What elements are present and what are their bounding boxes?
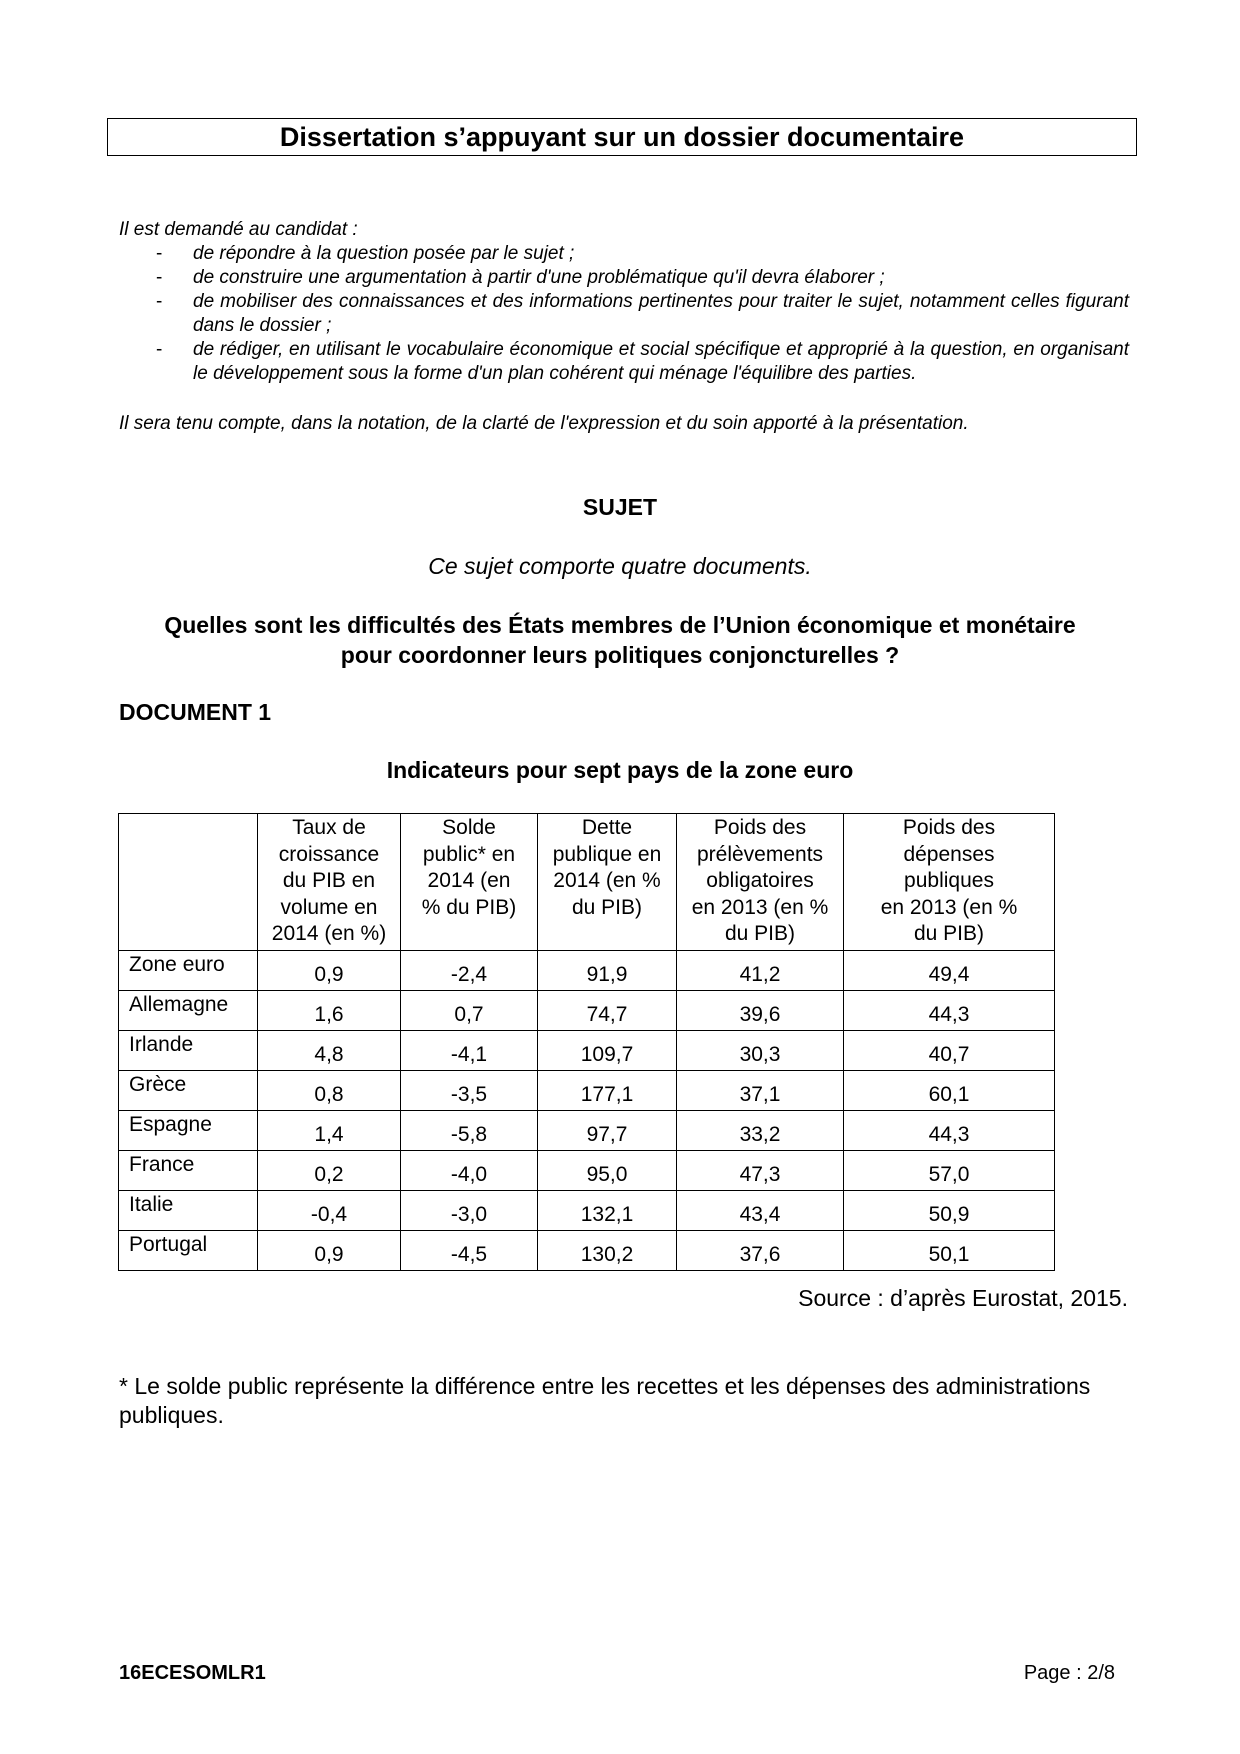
value-cell: -4,0	[401, 1150, 538, 1190]
table-row	[119, 1190, 1055, 1230]
header-cell-growth	[258, 814, 401, 951]
instruction-text: de mobiliser des connaissances et des informations pertinentes pour traiter le sujet, notamment celles figurant dans le dossier ;	[193, 291, 1129, 336]
value-cell: -5,8	[401, 1110, 538, 1150]
value-cell: 109,7	[538, 1030, 677, 1070]
table-source: Source : d’après Eurostat, 2015.	[798, 1285, 1128, 1311]
sujet-subtitle: Ce sujet comporte quatre documents.	[428, 553, 812, 579]
value-cell: 40,7	[844, 1030, 1055, 1070]
country-cell: Irlande	[119, 1030, 258, 1070]
header-line: % du PIB)	[421, 895, 517, 919]
country-cell: Zone euro	[119, 950, 258, 990]
value-cell: 37,6	[677, 1230, 844, 1270]
value-cell: 95,0	[538, 1150, 677, 1190]
value-cell: 132,1	[538, 1190, 677, 1230]
value-cell: 44,3	[844, 990, 1055, 1030]
header-line: en 2013 (en %	[880, 895, 1018, 919]
header-line: du PIB)	[913, 922, 985, 945]
value-cell: 49,4	[844, 950, 1055, 990]
value-cell: -3,5	[401, 1070, 538, 1110]
value-cell: 44,3	[844, 1110, 1055, 1150]
value-cell: 41,2	[677, 950, 844, 990]
header-line: du PIB)	[571, 895, 643, 919]
value-cell: 1,6	[258, 990, 401, 1030]
country-cell: France	[119, 1150, 258, 1190]
grading-note: Il sera tenu compte, dans la notation, de la clarté de l'expression et du soin apporté à la présentation.	[119, 413, 969, 434]
table-footnote: * Le solde public représente la différence entre les recettes et les dépenses des administrations publiques.	[119, 1373, 1091, 1428]
question-line-2: pour coordonner leurs politiques conjoncturelles ?	[340, 642, 900, 668]
sujet-heading: SUJET	[582, 494, 658, 520]
value-cell: 43,4	[677, 1190, 844, 1230]
header-cell-public-balance	[401, 814, 538, 951]
table-header-row	[119, 814, 1055, 951]
value-cell: 0,9	[258, 950, 401, 990]
header-line: 2014 (en %	[553, 869, 661, 892]
value-cell: 4,8	[258, 1030, 401, 1070]
value-cell: -4,5	[401, 1230, 538, 1270]
document-label: DOCUMENT 1	[119, 699, 272, 725]
header-line: Poids des	[902, 816, 996, 839]
header-line: prélèvements	[696, 842, 824, 866]
value-cell: 47,3	[677, 1150, 844, 1190]
dash-bullet: -	[156, 243, 163, 264]
table-row	[119, 990, 1055, 1030]
country-cell: Allemagne	[119, 990, 258, 1030]
value-cell: -3,0	[401, 1190, 538, 1230]
instruction-item	[119, 242, 1129, 266]
value-cell: 57,0	[844, 1150, 1055, 1190]
value-cell: -4,1	[401, 1030, 538, 1070]
value-cell: 74,7	[538, 990, 677, 1030]
value-cell: 33,2	[677, 1110, 844, 1150]
value-cell: 0,9	[258, 1230, 401, 1270]
header-line: Solde	[442, 816, 496, 839]
value-cell: 0,7	[401, 990, 538, 1030]
header-line: Taux de	[292, 816, 366, 839]
table-row	[119, 1230, 1055, 1270]
page-title-box	[107, 118, 1137, 156]
instruction-item	[119, 338, 1129, 386]
sujet-question	[110, 610, 1130, 670]
table-row	[119, 1150, 1055, 1190]
header-cell-empty	[119, 814, 258, 951]
table-title: Indicateurs pour sept pays de la zone euro	[386, 757, 854, 783]
table-row	[119, 1070, 1055, 1110]
value-cell: 97,7	[538, 1110, 677, 1150]
value-cell: 60,1	[844, 1070, 1055, 1110]
value-cell: 30,3	[677, 1030, 844, 1070]
table-row	[119, 1110, 1055, 1150]
page-number: Page : 2/8	[1023, 1662, 1115, 1684]
instructions-intro: Il est demandé au candidat :	[119, 219, 358, 240]
value-cell: 50,1	[844, 1230, 1055, 1270]
header-cell-public-debt	[538, 814, 677, 951]
value-cell: 130,2	[538, 1230, 677, 1270]
header-line: obligatoires	[706, 869, 814, 892]
dash-bullet: -	[156, 339, 163, 360]
instructions-block	[119, 218, 1129, 386]
instruction-item	[119, 290, 1129, 338]
instruction-item	[119, 266, 1129, 290]
header-line: public* en	[422, 842, 516, 866]
header-line: croissance	[278, 842, 380, 866]
header-line: publiques	[904, 869, 994, 892]
value-cell: -0,4	[258, 1190, 401, 1230]
table-row	[119, 950, 1055, 990]
header-line: volume en	[280, 895, 378, 919]
value-cell: 0,8	[258, 1070, 401, 1110]
header-line: 2014 (en %)	[271, 922, 387, 945]
value-cell: 50,9	[844, 1190, 1055, 1230]
table-row	[119, 1030, 1055, 1070]
header-line: 2014 (en	[427, 869, 511, 892]
value-cell: 1,4	[258, 1110, 401, 1150]
exam-code: 16ECESOMLR1	[119, 1662, 266, 1684]
header-line: Dette	[581, 816, 633, 839]
header-line: en 2013 (en %	[691, 895, 829, 919]
value-cell: 0,2	[258, 1150, 401, 1190]
value-cell: 39,6	[677, 990, 844, 1030]
header-cell-tax-burden	[677, 814, 844, 951]
header-line: du PIB)	[724, 922, 796, 945]
instructions-list	[119, 242, 1129, 386]
instruction-text: de rédiger, en utilisant le vocabulaire économique et social spécifique et approprié à la question, en organisant le développement sous la forme d'un plan cohérent qui ménage l'équilibre des parties.	[193, 339, 1129, 384]
question-line-1: Quelles sont les difficultés des États membres de l’Union économique et monétaire	[164, 612, 1076, 638]
indicators-table	[118, 813, 1055, 1271]
dash-bullet: -	[156, 291, 163, 312]
value-cell: 37,1	[677, 1070, 844, 1110]
value-cell: 91,9	[538, 950, 677, 990]
dash-bullet: -	[156, 267, 163, 288]
country-cell: Portugal	[119, 1230, 258, 1270]
country-cell: Grèce	[119, 1070, 258, 1110]
value-cell: -2,4	[401, 950, 538, 990]
country-cell: Espagne	[119, 1110, 258, 1150]
country-cell: Italie	[119, 1190, 258, 1230]
header-line: Poids des	[713, 816, 807, 839]
header-line: dépenses	[903, 842, 995, 866]
instruction-text: de construire une argumentation à partir d'une problématique qu'il devra élaborer ;	[193, 267, 885, 288]
header-line: publique en	[552, 842, 662, 866]
header-cell-public-spending	[844, 814, 1055, 951]
value-cell: 177,1	[538, 1070, 677, 1110]
page-title: Dissertation s’appuyant sur un dossier documentaire	[279, 121, 965, 152]
instruction-text: de répondre à la question posée par le sujet ;	[193, 243, 575, 264]
header-line: du PIB en	[282, 869, 376, 892]
